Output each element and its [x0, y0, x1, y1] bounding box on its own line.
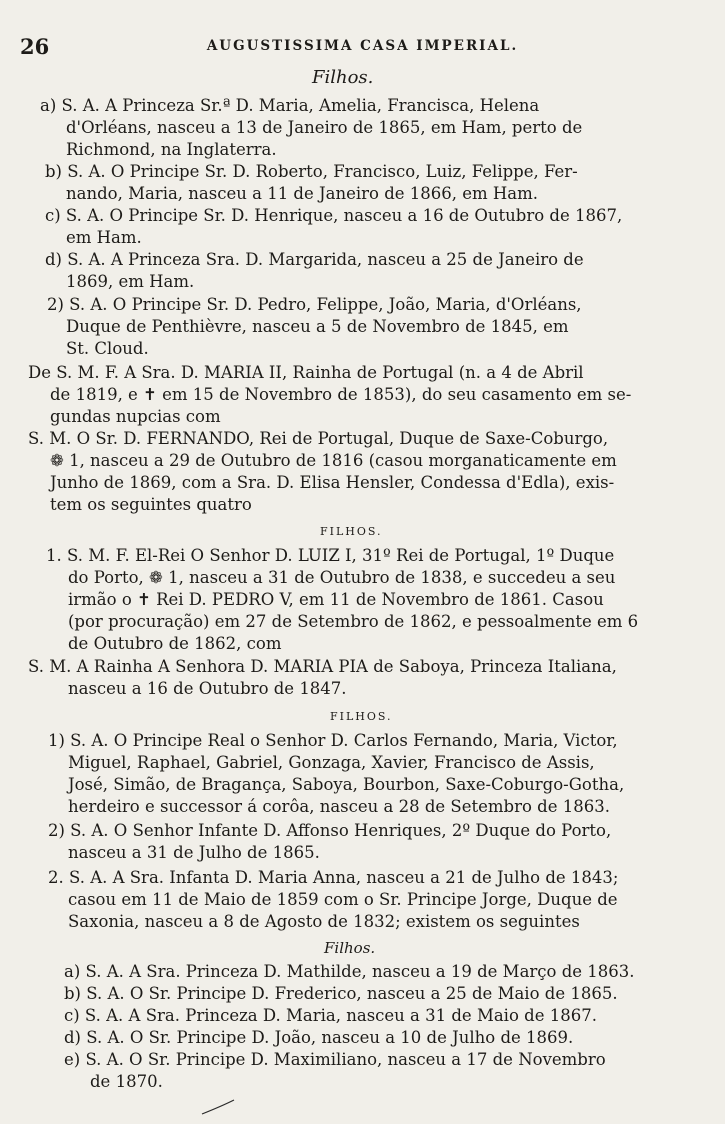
text-line: b) S. A. O Sr. Principe D. Frederico, nasceu a 25 de Maio de 1865.: [64, 984, 618, 1003]
page-number: 26: [20, 34, 50, 59]
text-line: José, Simão, de Bragança, Saboya, Bourbon, Saxe-Coburgo-Gotha,: [68, 775, 625, 794]
text-line: d'Orléans, nasceu a 13 de Janeiro de 1865, em Ham, perto de: [66, 118, 583, 137]
text-line: S. M. O Sr. D. FERNANDO, Rei de Portugal, Duque de Saxe-Coburgo,: [28, 429, 609, 448]
text-line: tem os seguintes quatro: [50, 495, 252, 514]
text-line: nando, Maria, nasceu a 11 de Janeiro de 1866, em Ham.: [66, 184, 539, 203]
text-line: Junho de 1869, com a Sra. D. Elisa Hensler, Condessa d'Edla), exis-: [50, 473, 615, 492]
text-line: 2) S. A. O Principe Sr. D. Pedro, Felippe, João, Maria, d'Orléans,: [47, 295, 582, 314]
text-line: c) S. A. A Sra. Princeza D. Maria, nasceu a 31 de Maio de 1867.: [64, 1006, 597, 1025]
text-line: do Porto, ❁ 1, nasceu a 31 de Outubro de 1838, e succedeu a seu: [68, 568, 616, 587]
text-line: nasceu a 31 de Julho de 1865.: [68, 843, 320, 862]
section-heading: FILHOS.: [330, 710, 393, 723]
text-line: casou em 11 de Maio de 1859 com o Sr. Principe Jorge, Duque de: [68, 890, 618, 909]
text-line: b) S. A. O Principe Sr. D. Roberto, Francisco, Luiz, Felippe, Fer-: [45, 162, 578, 181]
text-line: Duque de Penthièvre, nasceu a 5 de Novembro de 1845, em: [66, 317, 569, 336]
text-line: gundas nupcias com: [50, 407, 221, 426]
text-line: 1869, em Ham.: [66, 272, 195, 291]
text-line: Richmond, na Inglaterra.: [66, 140, 277, 159]
text-line: (por procuração) em 27 de Setembro de 1862, e pessoalmente em 6: [68, 612, 639, 631]
text-line: S. M. A Rainha A Senhora D. MARIA PIA de Saboya, Princeza Italiana,: [28, 657, 617, 676]
text-line: 1) S. A. O Principe Real o Senhor D. Carlos Fernando, Maria, Victor,: [48, 731, 618, 750]
text-line: de 1819, e ✝ em 15 de Novembro de 1853), do seu casamento em se-: [50, 385, 632, 404]
text-line: c) S. A. O Principe Sr. D. Henrique, nasceu a 16 de Outubro de 1867,: [45, 206, 623, 225]
pen-stroke-mark: [200, 1098, 236, 1118]
text-line: Miguel, Raphael, Gabriel, Gonzaga, Xavier, Francisco de Assis,: [68, 753, 595, 772]
section-heading: Filhos.: [312, 67, 374, 88]
text-line: nasceu a 16 de Outubro de 1847.: [68, 679, 347, 698]
text-line: ❁ 1, nasceu a 29 de Outubro de 1816 (casou morganaticamente em: [50, 451, 617, 470]
text-line: a) S. A. A Princeza Sr.ª D. Maria, Amelia, Francisca, Helena: [40, 96, 540, 115]
text-line: herdeiro e successor á corôa, nasceu a 28 de Setembro de 1863.: [68, 797, 610, 816]
text-line: d) S. A. A Princeza Sra. D. Margarida, nasceu a 25 de Janeiro de: [45, 250, 584, 269]
text-line: 2) S. A. O Senhor Infante D. Affonso Henriques, 2º Duque do Porto,: [48, 821, 612, 840]
text-line: d) S. A. O Sr. Principe D. João, nasceu a 10 de Julho de 1869.: [64, 1028, 574, 1047]
running-title: AUGUSTISSIMA CASA IMPERIAL.: [206, 38, 519, 54]
text-line: de Outubro de 1862, com: [68, 634, 282, 653]
text-line: St. Cloud.: [66, 339, 149, 358]
text-line: de 1870.: [90, 1072, 163, 1091]
running-head: [0, 34, 725, 58]
section-heading: FILHOS.: [320, 525, 383, 538]
text-line: De S. M. F. A Sra. D. MARIA II, Rainha de Portugal (n. a 4 de Abril: [28, 363, 584, 382]
text-line: 1. S. M. F. El-Rei O Senhor D. LUIZ I, 31º Rei de Portugal, 1º Duque: [46, 546, 615, 565]
text-line: a) S. A. A Sra. Princeza D. Mathilde, nasceu a 19 de Março de 1863.: [64, 962, 635, 981]
text-line: Saxonia, nasceu a 8 de Agosto de 1832; existem os seguintes: [68, 912, 580, 931]
text-line: irmão o ✝ Rei D. PEDRO V, em 11 de Novembro de 1861. Casou: [68, 590, 604, 609]
text-line: e) S. A. O Sr. Principe D. Maximiliano, nasceu a 17 de Novembro: [64, 1050, 606, 1069]
section-heading: Filhos.: [324, 939, 376, 957]
text-line: em Ham.: [66, 228, 142, 247]
text-line: 2. S. A. A Sra. Infanta D. Maria Anna, nasceu a 21 de Julho de 1843;: [48, 868, 619, 887]
